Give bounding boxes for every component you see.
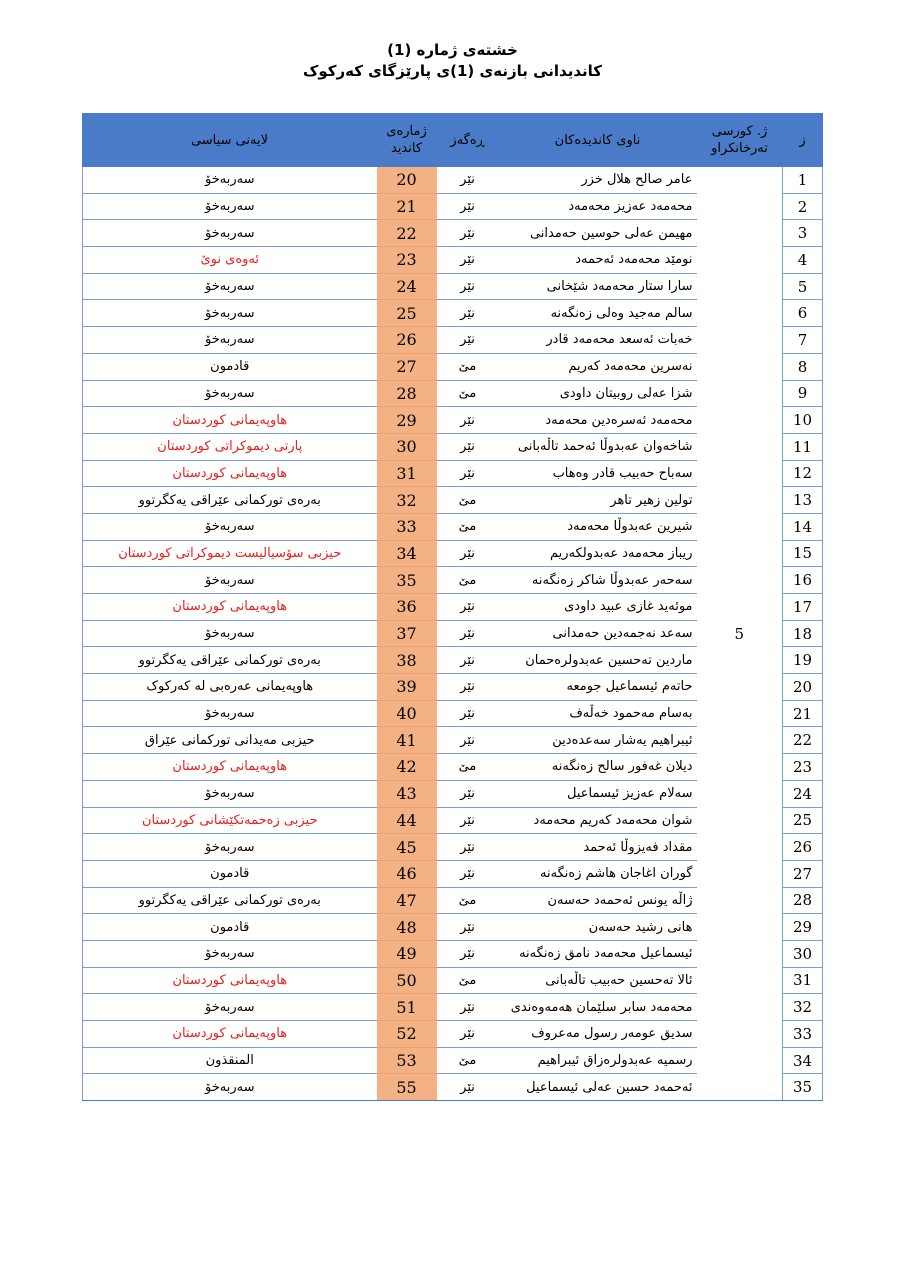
candidate-number: 29	[377, 407, 437, 434]
candidate-number: 28	[377, 380, 437, 407]
candidate-number: 31	[377, 460, 437, 487]
candidate-name: ئەحمەد حسین عەلی ئیسماعیل	[499, 1074, 697, 1101]
candidate-name: هانی رشید حەسەن	[499, 914, 697, 941]
candidate-name: بەسام مەحمود خەڵەف	[499, 700, 697, 727]
candidate-gender: نێر	[437, 247, 499, 274]
candidate-gender: مێ	[437, 754, 499, 781]
candidate-number: 38	[377, 647, 437, 674]
reserved-seats-cell: 5	[734, 624, 745, 643]
political-party: حیزبی مەیدانی تورکمانی عێراق	[83, 727, 377, 754]
political-party: سەربەخۆ	[83, 620, 377, 647]
candidate-gender: نێر	[437, 807, 499, 834]
candidate-name: ژاڵە یونس ئەحمەد حەسەن	[499, 887, 697, 914]
candidate-gender: مێ	[437, 513, 499, 540]
candidate-name: سدیق عومەر رسول مەعروف	[499, 1021, 697, 1048]
candidate-name: نومێد محەمەد ئەحمەد	[499, 247, 697, 274]
political-party: بەرەی تورکمانی عێراقی یەکگرتوو	[83, 647, 377, 674]
header-gender: ڕەگەز	[437, 114, 499, 167]
candidate-number: 22	[377, 220, 437, 247]
candidate-name: مقداد فەیزوڵا ئەحمد	[499, 834, 697, 861]
political-party: قادمون	[83, 860, 377, 887]
candidate-gender: نێر	[437, 780, 499, 807]
candidate-gender: مێ	[437, 567, 499, 594]
row-number: 2	[783, 193, 823, 220]
row-number: 32	[783, 994, 823, 1021]
political-party: هاوپەیمانی کوردستان	[83, 594, 377, 621]
candidate-gender: نێر	[437, 300, 499, 327]
candidate-number: 44	[377, 807, 437, 834]
candidate-number: 27	[377, 353, 437, 380]
row-number: 20	[783, 674, 823, 701]
candidate-name: نەسرین محەمەد کەریم	[499, 353, 697, 380]
political-party: هاوپەیمانی کوردستان	[83, 407, 377, 434]
table-title: خشتەی ژمارە (1)	[387, 41, 518, 59]
header-political-party: لایەنی سیاسی	[83, 114, 377, 167]
political-party: سەربەخۆ	[83, 380, 377, 407]
candidate-number: 20	[377, 167, 437, 194]
row-number: 25	[783, 807, 823, 834]
candidate-gender: نێر	[437, 220, 499, 247]
candidate-number: 53	[377, 1047, 437, 1074]
row-number: 3	[783, 220, 823, 247]
row-number: 18	[783, 620, 823, 647]
political-party: سەربەخۆ	[83, 300, 377, 327]
political-party: قادمون	[83, 353, 377, 380]
row-number: 24	[783, 780, 823, 807]
candidate-name: ئیسماعیل محەمەد نامق زەنگەنە	[499, 940, 697, 967]
candidate-gender: نێر	[437, 540, 499, 567]
candidate-name: سەباح حەبیب قادر وەهاب	[499, 460, 697, 487]
candidate-gender: نێر	[437, 860, 499, 887]
candidate-gender: نێر	[437, 433, 499, 460]
candidate-name: سالم مەجید وەلی زەنگەنە	[499, 300, 697, 327]
row-number: 11	[783, 433, 823, 460]
row-number: 5	[783, 273, 823, 300]
candidate-name: سارا ستار محەمەد شێخانی	[499, 273, 697, 300]
row-number: 21	[783, 700, 823, 727]
row-number: 13	[783, 487, 823, 514]
political-party: سەربەخۆ	[83, 193, 377, 220]
candidate-gender: نێر	[437, 940, 499, 967]
candidate-gender: مێ	[437, 887, 499, 914]
candidate-name: تولین زهیر تاهر	[499, 487, 697, 514]
candidate-number: 40	[377, 700, 437, 727]
candidate-gender: نێر	[437, 914, 499, 941]
candidate-name: عامر صالح هلال خزر	[499, 167, 697, 194]
row-number: 12	[783, 460, 823, 487]
table-body	[83, 167, 823, 1101]
candidate-number: 52	[377, 1021, 437, 1048]
political-party: حیزبی زەحمەتکێشانی کوردستان	[83, 807, 377, 834]
candidate-number: 32	[377, 487, 437, 514]
candidate-name: شوان محەمەد کەریم محەمەد	[499, 807, 697, 834]
candidates-table	[82, 113, 823, 1101]
candidate-name: ریباز محەمەد عەبدولکەریم	[499, 540, 697, 567]
row-number: 33	[783, 1021, 823, 1048]
candidate-gender: نێر	[437, 700, 499, 727]
row-number: 35	[783, 1074, 823, 1101]
candidate-number: 33	[377, 513, 437, 540]
candidate-name: مهیمن عەلی حوسین حەمدانی	[499, 220, 697, 247]
candidate-gender: نێر	[437, 647, 499, 674]
candidate-number: 35	[377, 567, 437, 594]
row-number: 26	[783, 834, 823, 861]
row-number: 14	[783, 513, 823, 540]
candidate-number: 30	[377, 433, 437, 460]
candidate-gender: نێر	[437, 994, 499, 1021]
candidate-gender: نێر	[437, 273, 499, 300]
political-party: سەربەخۆ	[83, 994, 377, 1021]
row-number: 8	[783, 353, 823, 380]
candidate-gender: نێر	[437, 407, 499, 434]
row-number: 28	[783, 887, 823, 914]
political-party: سەربەخۆ	[83, 327, 377, 354]
candidate-gender: نێر	[437, 834, 499, 861]
candidate-number: 48	[377, 914, 437, 941]
political-party: بەرەی تورکمانی عێراقی یەکگرتوو	[83, 487, 377, 514]
row-number: 19	[783, 647, 823, 674]
candidate-gender: مێ	[437, 380, 499, 407]
political-party: هاوپەیمانی کوردستان	[83, 754, 377, 781]
row-number: 27	[783, 860, 823, 887]
row-number: 22	[783, 727, 823, 754]
political-party: سەربەخۆ	[83, 1074, 377, 1101]
candidate-number: 25	[377, 300, 437, 327]
political-party: هاوپەیمانی کوردستان	[83, 967, 377, 994]
candidate-name: سەعد نەجمەدین حەمدانی	[499, 620, 697, 647]
candidate-number: 46	[377, 860, 437, 887]
candidate-number: 39	[377, 674, 437, 701]
row-number: 34	[783, 1047, 823, 1074]
candidate-gender: نێر	[437, 327, 499, 354]
row-number: 10	[783, 407, 823, 434]
candidate-number: 26	[377, 327, 437, 354]
row-number: 17	[783, 594, 823, 621]
candidate-number: 51	[377, 994, 437, 1021]
candidate-name: خەبات ئەسعد محەمەد قادر	[499, 327, 697, 354]
candidate-number: 34	[377, 540, 437, 567]
document-title-block	[0, 40, 905, 82]
header-reserved-seats: ژ. کورسی تەرخانکراو	[697, 114, 783, 167]
candidate-number: 21	[377, 193, 437, 220]
candidate-name: شاخەوان عەبدوڵا ئەحمد تاڵەبانی	[499, 433, 697, 460]
table-header-row	[83, 114, 823, 167]
row-number: 30	[783, 940, 823, 967]
header-candidate-name: ناوی کاندیدەکان	[499, 114, 697, 167]
candidate-number: 37	[377, 620, 437, 647]
political-party: سەربەخۆ	[83, 834, 377, 861]
row-number: 31	[783, 967, 823, 994]
candidate-gender: مێ	[437, 967, 499, 994]
candidate-gender: نێر	[437, 167, 499, 194]
row-number: 7	[783, 327, 823, 354]
candidate-name: ئالا تەحسین حەبیب تاڵەبانی	[499, 967, 697, 994]
row-number: 9	[783, 380, 823, 407]
table-row	[83, 167, 823, 194]
row-number: 1	[783, 167, 823, 194]
political-party: پارتی دیموکراتی کوردستان	[83, 433, 377, 460]
candidate-gender: نێر	[437, 674, 499, 701]
political-party: هاوپەیمانی عەرەبی لە کەرکوک	[83, 674, 377, 701]
political-party: سەربەخۆ	[83, 273, 377, 300]
candidate-number: 47	[377, 887, 437, 914]
row-number: 16	[783, 567, 823, 594]
political-party: سەربەخۆ	[83, 567, 377, 594]
political-party: ئەوەی نوێ	[83, 247, 377, 274]
candidate-gender: مێ	[437, 1047, 499, 1074]
candidate-gender: نێر	[437, 193, 499, 220]
candidate-name: شزا عەلی روبیتان داودی	[499, 380, 697, 407]
political-party: هاوپەیمانی کوردستان	[83, 1021, 377, 1048]
candidate-number: 45	[377, 834, 437, 861]
political-party: هاوپەیمانی کوردستان	[83, 460, 377, 487]
candidate-gender: نێر	[437, 727, 499, 754]
candidate-number: 49	[377, 940, 437, 967]
candidate-name: محەمەد ئەسرەدین محەمەد	[499, 407, 697, 434]
candidate-name: رسمیە عەبدولرەزاق ئیبراهیم	[499, 1047, 697, 1074]
candidate-name: دیلان غەفور سالح زەنگەنە	[499, 754, 697, 781]
candidate-gender: نێر	[437, 620, 499, 647]
political-party: سەربەخۆ	[83, 780, 377, 807]
candidate-gender: نێر	[437, 460, 499, 487]
candidate-number: 24	[377, 273, 437, 300]
candidate-number: 41	[377, 727, 437, 754]
candidate-gender: نێر	[437, 594, 499, 621]
political-party: حیزبی سۆسیالیست دیموکراتی کوردستان	[83, 540, 377, 567]
candidate-gender: مێ	[437, 487, 499, 514]
candidate-number: 42	[377, 754, 437, 781]
candidate-number: 36	[377, 594, 437, 621]
candidate-gender: نێر	[437, 1074, 499, 1101]
candidate-name: سەحەر عەبدوڵا شاکر زەنگەنە	[499, 567, 697, 594]
row-number: 4	[783, 247, 823, 274]
candidate-name: شیرین عەبدوڵا محەمەد	[499, 513, 697, 540]
candidate-name: حاتەم ئیسماعیل جومعە	[499, 674, 697, 701]
candidate-gender: نێر	[437, 1021, 499, 1048]
candidate-number: 50	[377, 967, 437, 994]
candidate-name: موئەید غازی عبید داودی	[499, 594, 697, 621]
header-no: ز	[783, 114, 823, 167]
candidate-number: 23	[377, 247, 437, 274]
candidate-name: محەمەد سابر سلێمان هەمەوەندی	[499, 994, 697, 1021]
candidate-gender: مێ	[437, 353, 499, 380]
candidate-name: محەمەد عەزیز محەمەد	[499, 193, 697, 220]
row-number: 6	[783, 300, 823, 327]
political-party: قادمون	[83, 914, 377, 941]
candidate-number: 43	[377, 780, 437, 807]
political-party: سەربەخۆ	[83, 167, 377, 194]
political-party: سەربەخۆ	[83, 700, 377, 727]
political-party: المنقذون	[83, 1047, 377, 1074]
political-party: بەرەی تورکمانی عێراقی یەکگرتوو	[83, 887, 377, 914]
table-subtitle: کاندیدانی بازنەی (1)ی پارێزگای کەرکوک	[303, 62, 602, 80]
political-party: سەربەخۆ	[83, 940, 377, 967]
row-number: 23	[783, 754, 823, 781]
candidate-number: 55	[377, 1074, 437, 1101]
candidate-name: سەلام عەزیز ئیسماعیل	[499, 780, 697, 807]
row-number: 15	[783, 540, 823, 567]
political-party: سەربەخۆ	[83, 220, 377, 247]
header-candidate-number: ژمارەی کاندید	[377, 114, 437, 167]
row-number: 29	[783, 914, 823, 941]
candidate-name: گوران اغاجان هاشم زەنگەنە	[499, 860, 697, 887]
candidate-name: ماردین تەحسین عەبدولرەحمان	[499, 647, 697, 674]
political-party: سەربەخۆ	[83, 513, 377, 540]
candidate-name: ئیبراهیم یەشار سەعدەدین	[499, 727, 697, 754]
